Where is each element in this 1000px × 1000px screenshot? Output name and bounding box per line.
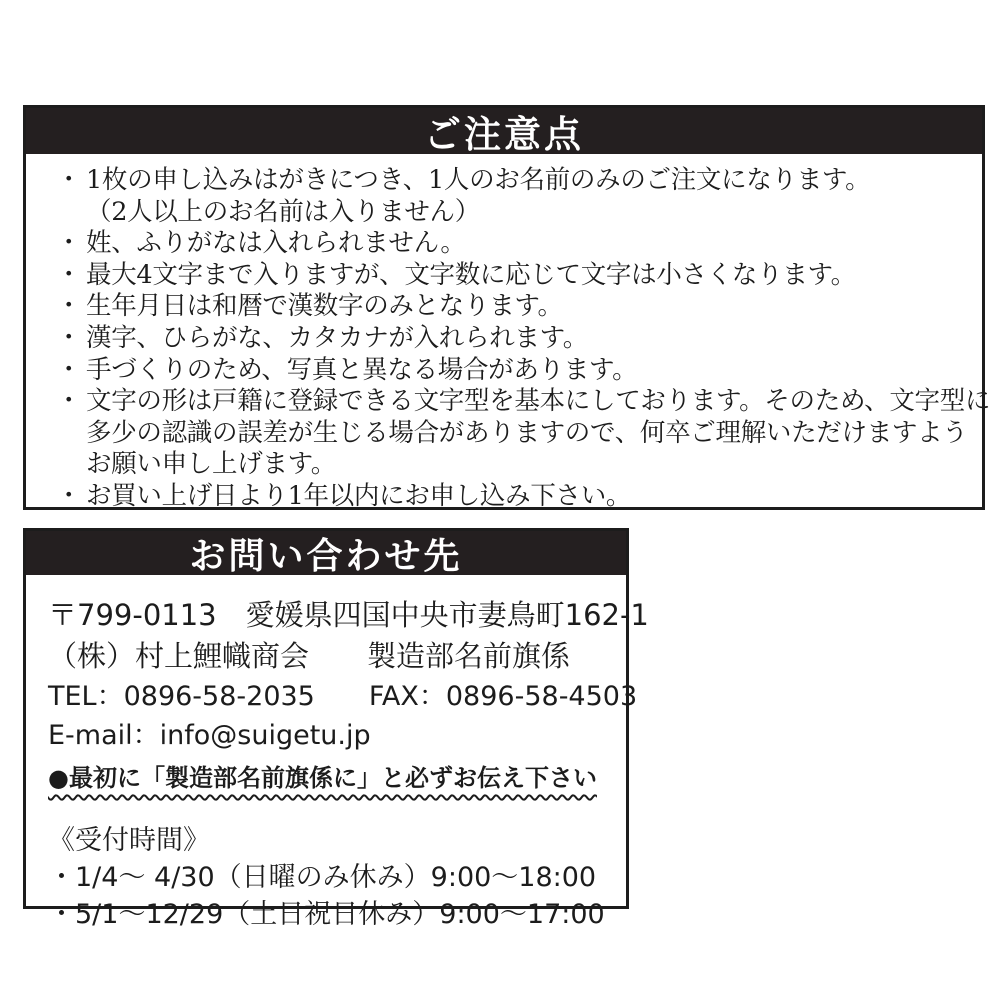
- contact-section: [23, 528, 649, 930]
- company-name: （株）村上鯉幟商会 製造部名前旗係: [48, 639, 571, 673]
- notice-item: [56, 228, 958, 260]
- notice-item-lines: [86, 228, 958, 260]
- notice-item-lines: [86, 386, 990, 481]
- notice-item-line: 多少の認識の誤差が生じる場合がありますので、何卒ご理解いただけますよう: [86, 417, 968, 448]
- notice-body: [26, 154, 991, 513]
- tel-fax-numbers: TEL：0896-58-2035 FAX：0896-58-4503: [48, 681, 638, 712]
- hours-item: ・1/4～ 4/30（日曜のみ休み）9:00～18:00: [48, 862, 597, 893]
- notice-item-lines: [86, 291, 958, 323]
- postal-address: 〒799-0113 愛媛県四国中央市妻鳥町162-1: [48, 598, 649, 632]
- bullet-mark: ・: [56, 322, 82, 353]
- contact-header-bar: [26, 531, 626, 575]
- notice-item-line: 漢字、ひらがな、カタカナが入れられます。: [86, 322, 588, 353]
- bullet-mark: ・: [56, 291, 82, 322]
- notice-item-line: お買い上げ日より1年以内にお申し込み下さい。: [86, 480, 632, 511]
- notice-item-lines: [86, 323, 958, 355]
- hours-item: ・5/1～12/29（土日祝日休み）9:00～17:00: [48, 899, 605, 930]
- notice-item-line: 姓、ふりがなは入れられません。: [86, 228, 466, 259]
- reception-hours: [48, 823, 610, 933]
- bullet-mark: ・: [56, 354, 82, 385]
- notice-item-line: お願い申し上げます。: [86, 449, 336, 480]
- contact-body: [26, 575, 649, 933]
- notice-item-lines: [86, 165, 958, 228]
- notice-item: [56, 355, 958, 387]
- notice-item-line: 1枚の申し込みはがきにつき、1人のお名前のみのご注文になります。: [86, 165, 871, 195]
- bullet-mark: ・: [56, 259, 82, 290]
- notice-item-line: 手づくりのため、写真と異なる場合があります。: [86, 354, 638, 385]
- notice-item-line: 生年月日は和暦で漢数字のみとなります。: [86, 291, 563, 322]
- notice-item: [56, 260, 958, 292]
- notice-item: [56, 165, 958, 228]
- notice-item-lines: [86, 481, 958, 513]
- notice-item-line: 文字の形は戸籍に登録できる文字型を基本にしております。そのため、文字型に: [86, 386, 991, 417]
- notice-item: [56, 291, 958, 323]
- bullet-mark: ・: [56, 386, 82, 417]
- notice-item-lines: [86, 355, 958, 387]
- bullet-mark: ・: [56, 165, 82, 195]
- notice-header-bar: [26, 108, 982, 154]
- contact-note-wavy: ●最初に「製造部名前旗係に」と必ずお伝え下さい: [48, 764, 597, 792]
- notice-title: ご注意点: [424, 112, 584, 156]
- notice-item: [56, 323, 958, 355]
- hours-heading: 《受付時間》: [48, 825, 210, 856]
- contact-title: お問い合わせ先: [189, 534, 463, 577]
- notice-item-line: 最大4文字まで入りますが、文字数に応じて文字は小さくなります。: [86, 259, 856, 290]
- notice-item-line: （2人以上のお名前は入りません）: [86, 196, 480, 227]
- notice-item: [56, 386, 991, 481]
- email-address: E-mail：info@suigetu.jp: [48, 720, 371, 751]
- notice-item: [56, 481, 958, 513]
- bullet-mark: ・: [56, 480, 82, 511]
- bullet-mark: ・: [56, 228, 82, 259]
- notice-item-lines: [86, 260, 958, 292]
- notice-section: [23, 105, 991, 511]
